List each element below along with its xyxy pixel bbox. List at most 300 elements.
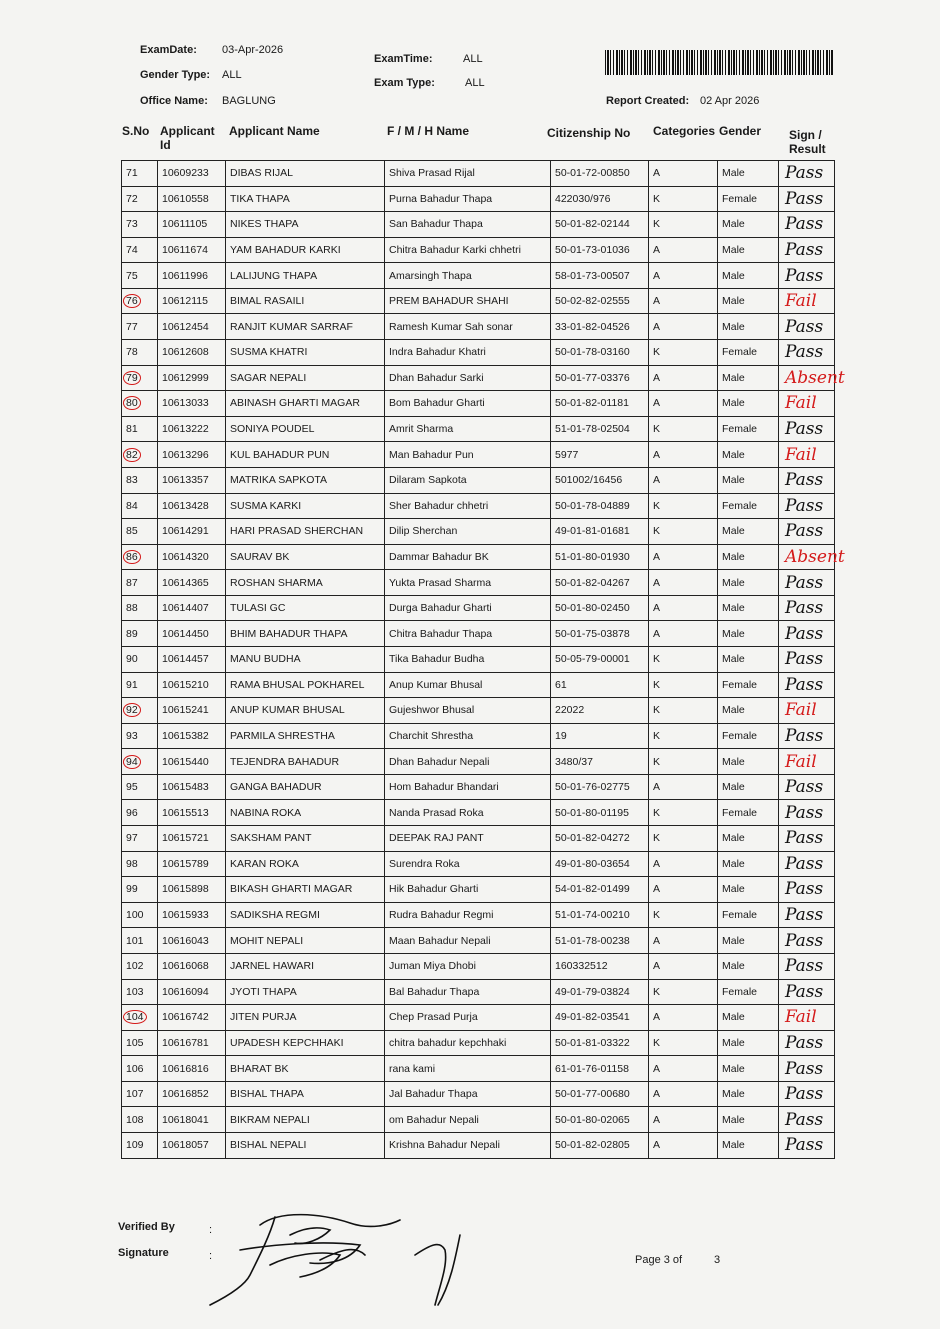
gender-cell: Male [718, 621, 779, 647]
applicant-id-cell: 10613033 [158, 391, 226, 417]
category-cell: K [649, 519, 718, 545]
result-cell: Fail [779, 1005, 835, 1031]
category-cell: K [649, 902, 718, 928]
office-name-value: BAGLUNG [222, 95, 276, 107]
signature-colon: : [209, 1250, 213, 1262]
circled-sno: 86 [123, 550, 141, 564]
result-cell: Fail [779, 698, 835, 724]
sno-cell [122, 749, 158, 775]
citizenship-cell: 54-01-82-01499 [551, 877, 649, 903]
applicant-name-cell: NIKES THAPA [226, 212, 385, 238]
fmh-name-cell: San Bahadur Thapa [385, 212, 551, 238]
result-cell: Pass [779, 237, 835, 263]
citizenship-cell: 51-01-80-01930 [551, 544, 649, 570]
applicant-id-cell: 10612454 [158, 314, 226, 340]
sno-cell: 97 [122, 826, 158, 852]
result-cell: Fail [779, 391, 835, 417]
table-row [122, 1132, 835, 1158]
applicant-name-cell: JARNEL HAWARI [226, 953, 385, 979]
sno-cell: 93 [122, 723, 158, 749]
applicant-id-cell: 10615789 [158, 851, 226, 877]
applicant-id-cell: 10615513 [158, 800, 226, 826]
category-cell: K [649, 1030, 718, 1056]
table-row [122, 391, 835, 417]
sno-cell: 103 [122, 979, 158, 1005]
verified-by-colon: : [209, 1224, 213, 1236]
sno-cell: 100 [122, 902, 158, 928]
result-cell: Pass [779, 161, 835, 187]
applicant-name-cell: TIKA THAPA [226, 186, 385, 212]
sno-cell [122, 288, 158, 314]
result-cell: Absent [779, 365, 835, 391]
applicant-id-cell: 10613357 [158, 467, 226, 493]
category-cell: A [649, 1132, 718, 1158]
applicant-name-cell: BIMAL RASAILI [226, 288, 385, 314]
result-cell: Pass [779, 928, 835, 954]
result-cell: Pass [779, 774, 835, 800]
applicant-name-cell: RANJIT KUMAR SARRAF [226, 314, 385, 340]
sno-cell: 98 [122, 851, 158, 877]
citizenship-cell: 50-01-80-01195 [551, 800, 649, 826]
col-sno: S.No [122, 124, 150, 138]
category-cell: A [649, 928, 718, 954]
sno-cell: 83 [122, 467, 158, 493]
sno-cell [122, 1005, 158, 1031]
fmh-name-cell: Amrit Sharma [385, 416, 551, 442]
table-row [122, 749, 835, 775]
category-cell: A [649, 877, 718, 903]
result-cell: Pass [779, 902, 835, 928]
result-cell: Pass [779, 519, 835, 545]
table-row [122, 672, 835, 698]
applicant-name-cell: RAMA BHUSAL POKHAREL [226, 672, 385, 698]
applicant-id-cell: 10615933 [158, 902, 226, 928]
gender-cell: Male [718, 288, 779, 314]
category-cell: K [649, 416, 718, 442]
category-cell: K [649, 826, 718, 852]
citizenship-cell: 50-01-77-00680 [551, 1081, 649, 1107]
gender-cell: Female [718, 979, 779, 1005]
applicant-id-cell: 10616781 [158, 1030, 226, 1056]
citizenship-cell: 50-01-82-04267 [551, 570, 649, 596]
applicant-id-cell: 10615382 [158, 723, 226, 749]
gender-cell: Male [718, 953, 779, 979]
col-applicant-id: Applicant Id [160, 124, 215, 152]
table-row [122, 800, 835, 826]
citizenship-cell: 50-05-79-00001 [551, 646, 649, 672]
table-row [122, 1030, 835, 1056]
applicant-name-cell: HARI PRASAD SHERCHAN [226, 519, 385, 545]
fmh-name-cell: Indra Bahadur Khatri [385, 340, 551, 366]
result-cell: Absent [779, 544, 835, 570]
applicant-id-cell: 10614365 [158, 570, 226, 596]
applicant-id-cell: 10616742 [158, 1005, 226, 1031]
result-cell: Pass [779, 621, 835, 647]
fmh-name-cell: Chep Prasad Purja [385, 1005, 551, 1031]
category-cell: A [649, 1056, 718, 1082]
circled-sno: 92 [123, 703, 141, 717]
applicant-name-cell: KARAN ROKA [226, 851, 385, 877]
category-cell: A [649, 314, 718, 340]
fmh-name-cell: Dammar Bahadur BK [385, 544, 551, 570]
citizenship-cell: 50-01-78-04889 [551, 493, 649, 519]
category-cell: A [649, 237, 718, 263]
gender-cell: Male [718, 1107, 779, 1133]
gender-cell: Male [718, 1056, 779, 1082]
gender-cell: Male [718, 519, 779, 545]
citizenship-cell: 50-01-75-03878 [551, 621, 649, 647]
sno-cell: 99 [122, 877, 158, 903]
sno-cell: 95 [122, 774, 158, 800]
applicant-id-cell: 10610558 [158, 186, 226, 212]
table-row [122, 723, 835, 749]
gender-cell: Male [718, 877, 779, 903]
result-cell: Fail [779, 442, 835, 468]
gender-cell: Male [718, 928, 779, 954]
table-row [122, 826, 835, 852]
sno-cell [122, 698, 158, 724]
result-cell: Pass [779, 877, 835, 903]
table-row [122, 877, 835, 903]
applicant-id-cell: 10614457 [158, 646, 226, 672]
fmh-name-cell: Nanda Prasad Roka [385, 800, 551, 826]
applicant-name-cell: SAURAV BK [226, 544, 385, 570]
sno-cell: 101 [122, 928, 158, 954]
sno-cell: 81 [122, 416, 158, 442]
exam-date-value: 03-Apr-2026 [222, 44, 284, 56]
table-row [122, 288, 835, 314]
fmh-name-cell: Rudra Bahadur Regmi [385, 902, 551, 928]
sno-cell [122, 442, 158, 468]
fmh-name-cell: Durga Bahadur Gharti [385, 595, 551, 621]
citizenship-cell: 50-02-82-02555 [551, 288, 649, 314]
citizenship-cell: 50-01-80-02065 [551, 1107, 649, 1133]
applicant-id-cell: 10616094 [158, 979, 226, 1005]
fmh-name-cell: Juman Miya Dhobi [385, 953, 551, 979]
result-cell: Fail [779, 288, 835, 314]
gender-cell: Male [718, 544, 779, 570]
fmh-name-cell: Chitra Bahadur Karki chhetri [385, 237, 551, 263]
applicant-name-cell: PARMILA SHRESTHA [226, 723, 385, 749]
exam-time-label: ExamTime: [374, 53, 433, 65]
gender-cell: Male [718, 391, 779, 417]
table-row [122, 1056, 835, 1082]
fmh-name-cell: Ramesh Kumar Sah sonar [385, 314, 551, 340]
sno-cell [122, 391, 158, 417]
citizenship-cell: 50-01-72-00850 [551, 161, 649, 187]
fmh-name-cell: Anup Kumar Bhusal [385, 672, 551, 698]
applicant-id-cell: 10611674 [158, 237, 226, 263]
result-cell: Pass [779, 467, 835, 493]
table-row [122, 1107, 835, 1133]
category-cell: A [649, 1005, 718, 1031]
category-cell: A [649, 851, 718, 877]
citizenship-cell: 422030/976 [551, 186, 649, 212]
signature-label: Signature [118, 1247, 169, 1259]
applicant-name-cell: BHIM BAHADUR THAPA [226, 621, 385, 647]
applicant-name-cell: GANGA BAHADUR [226, 774, 385, 800]
exam-type-value: ALL [465, 77, 485, 89]
applicant-name-cell: BIKASH GHARTI MAGAR [226, 877, 385, 903]
result-cell: Pass [779, 953, 835, 979]
fmh-name-cell: Dhan Bahadur Nepali [385, 749, 551, 775]
citizenship-cell: 61 [551, 672, 649, 698]
citizenship-cell: 3480/37 [551, 749, 649, 775]
sno-cell: 89 [122, 621, 158, 647]
gender-cell: Male [718, 595, 779, 621]
table-row [122, 365, 835, 391]
citizenship-cell: 51-01-78-00238 [551, 928, 649, 954]
result-cell: Pass [779, 1030, 835, 1056]
gender-cell: Male [718, 442, 779, 468]
category-cell: A [649, 570, 718, 596]
gender-cell: Male [718, 263, 779, 289]
table-row [122, 646, 835, 672]
gender-cell: Male [718, 1081, 779, 1107]
gender-cell: Male [718, 212, 779, 238]
applicant-name-cell: SAKSHAM PANT [226, 826, 385, 852]
circled-sno: 80 [123, 396, 141, 410]
gender-cell: Female [718, 800, 779, 826]
table-row [122, 544, 835, 570]
category-cell: K [649, 979, 718, 1005]
applicant-name-cell: ANUP KUMAR BHUSAL [226, 698, 385, 724]
citizenship-cell: 51-01-78-02504 [551, 416, 649, 442]
sno-cell: 84 [122, 493, 158, 519]
result-cell: Pass [779, 826, 835, 852]
result-cell: Pass [779, 851, 835, 877]
fmh-name-cell: Purna Bahadur Thapa [385, 186, 551, 212]
table-row [122, 621, 835, 647]
col-categories: Categories [653, 124, 716, 138]
circled-sno: 104 [123, 1010, 147, 1024]
result-cell: Fail [779, 749, 835, 775]
table-row [122, 161, 835, 187]
citizenship-cell: 160332512 [551, 953, 649, 979]
barcode [605, 50, 833, 75]
result-cell: Pass [779, 340, 835, 366]
result-cell: Pass [779, 979, 835, 1005]
citizenship-cell: 50-01-81-03322 [551, 1030, 649, 1056]
col-fmh-name: F / M / H Name [387, 124, 470, 138]
table-row [122, 416, 835, 442]
gender-cell: Female [718, 723, 779, 749]
circled-sno: 79 [123, 371, 141, 385]
result-cell: Pass [779, 595, 835, 621]
category-cell: K [649, 800, 718, 826]
result-cell: Pass [779, 314, 835, 340]
applicant-name-cell: BIKRAM NEPALI [226, 1107, 385, 1133]
fmh-name-cell: Sher Bahadur chhetri [385, 493, 551, 519]
category-cell: K [649, 672, 718, 698]
applicant-id-cell: 10613296 [158, 442, 226, 468]
applicant-name-cell: JITEN PURJA [226, 1005, 385, 1031]
applicant-id-cell: 10615241 [158, 698, 226, 724]
applicant-name-cell: DIBAS RIJAL [226, 161, 385, 187]
table-row [122, 467, 835, 493]
table-row [122, 851, 835, 877]
result-cell: Pass [779, 416, 835, 442]
fmh-name-cell: Dhan Bahadur Sarki [385, 365, 551, 391]
applicant-id-cell: 10616068 [158, 953, 226, 979]
applicant-id-cell: 10612115 [158, 288, 226, 314]
gender-cell: Male [718, 1030, 779, 1056]
sno-cell: 105 [122, 1030, 158, 1056]
fmh-name-cell: om Bahadur Nepali [385, 1107, 551, 1133]
applicant-id-cell: 10614450 [158, 621, 226, 647]
fmh-name-cell: Maan Bahadur Nepali [385, 928, 551, 954]
table-row [122, 698, 835, 724]
applicant-name-cell: TULASI GC [226, 595, 385, 621]
sno-cell [122, 544, 158, 570]
category-cell: A [649, 1081, 718, 1107]
office-name-label: Office Name: [140, 95, 208, 107]
result-cell: Pass [779, 186, 835, 212]
gender-cell: Female [718, 902, 779, 928]
applicant-id-cell: 10615210 [158, 672, 226, 698]
sno-cell: 109 [122, 1132, 158, 1158]
table-row [122, 1081, 835, 1107]
applicant-name-cell: TEJENDRA BAHADUR [226, 749, 385, 775]
sno-cell: 91 [122, 672, 158, 698]
category-cell: K [649, 186, 718, 212]
applicant-id-cell: 10615898 [158, 877, 226, 903]
col-sign-result: Sign / Result [789, 128, 826, 156]
applicant-name-cell: MATRIKA SAPKOTA [226, 467, 385, 493]
table-row [122, 314, 835, 340]
sno-cell: 87 [122, 570, 158, 596]
fmh-name-cell: Gujeshwor Bhusal [385, 698, 551, 724]
applicant-name-cell: LALIJUNG THAPA [226, 263, 385, 289]
category-cell: A [649, 1107, 718, 1133]
applicant-id-cell: 10616043 [158, 928, 226, 954]
table-row [122, 212, 835, 238]
fmh-name-cell: Amarsingh Thapa [385, 263, 551, 289]
gender-cell: Male [718, 774, 779, 800]
result-cell: Pass [779, 1107, 835, 1133]
category-cell: K [649, 212, 718, 238]
result-cell: Pass [779, 1081, 835, 1107]
exam-time-value: ALL [463, 53, 483, 65]
applicant-id-cell: 10614320 [158, 544, 226, 570]
applicant-id-cell: 10609233 [158, 161, 226, 187]
fmh-name-cell: Surendra Roka [385, 851, 551, 877]
category-cell: A [649, 774, 718, 800]
sno-cell: 73 [122, 212, 158, 238]
result-cell: Pass [779, 212, 835, 238]
sno-cell: 72 [122, 186, 158, 212]
applicant-id-cell: 10613428 [158, 493, 226, 519]
gender-cell: Male [718, 749, 779, 775]
category-cell: A [649, 161, 718, 187]
result-cell: Pass [779, 800, 835, 826]
applicant-name-cell: BHARAT BK [226, 1056, 385, 1082]
table-row [122, 263, 835, 289]
applicant-name-cell: UPADESH KEPCHHAKI [226, 1030, 385, 1056]
category-cell: A [649, 621, 718, 647]
table-row [122, 237, 835, 263]
citizenship-cell: 22022 [551, 698, 649, 724]
gender-cell: Male [718, 314, 779, 340]
gender-cell: Male [718, 365, 779, 391]
citizenship-cell: 49-01-82-03541 [551, 1005, 649, 1031]
fmh-name-cell: Bom Bahadur Gharti [385, 391, 551, 417]
gender-type-value: ALL [222, 69, 242, 81]
table-row [122, 493, 835, 519]
gender-cell: Female [718, 493, 779, 519]
sno-cell [122, 365, 158, 391]
applicant-name-cell: BISHAL NEPALI [226, 1132, 385, 1158]
applicant-name-cell: ROSHAN SHARMA [226, 570, 385, 596]
table-row [122, 1005, 835, 1031]
applicant-id-cell: 10616852 [158, 1081, 226, 1107]
sno-cell: 88 [122, 595, 158, 621]
applicant-name-cell: MOHIT NEPALI [226, 928, 385, 954]
circled-sno: 76 [123, 294, 141, 308]
result-cell: Pass [779, 263, 835, 289]
applicant-name-cell: SUSMA KHATRI [226, 340, 385, 366]
exam-type-label: Exam Type: [374, 77, 435, 89]
applicant-id-cell: 10612999 [158, 365, 226, 391]
gender-cell: Male [718, 698, 779, 724]
applicant-id-cell: 10614407 [158, 595, 226, 621]
report-created-label: Report Created: [606, 95, 690, 107]
category-cell: A [649, 442, 718, 468]
sno-cell: 96 [122, 800, 158, 826]
gender-cell: Female [718, 186, 779, 212]
gender-cell: Male [718, 1132, 779, 1158]
applicant-id-cell: 10612608 [158, 340, 226, 366]
citizenship-cell: 50-01-80-02450 [551, 595, 649, 621]
citizenship-cell: 50-01-73-01036 [551, 237, 649, 263]
fmh-name-cell: rana kami [385, 1056, 551, 1082]
fmh-name-cell: Dilip Sherchan [385, 519, 551, 545]
category-cell: A [649, 953, 718, 979]
page-label: Page 3 of [635, 1254, 683, 1266]
gender-cell: Female [718, 340, 779, 366]
citizenship-cell: 50-01-78-03160 [551, 340, 649, 366]
citizenship-cell: 50-01-77-03376 [551, 365, 649, 391]
verified-by-label: Verified By [118, 1221, 175, 1233]
applicant-name-cell: KUL BAHADUR PUN [226, 442, 385, 468]
table-row [122, 442, 835, 468]
fmh-name-cell: PREM BAHADUR SHAHI [385, 288, 551, 314]
gender-cell: Female [718, 672, 779, 698]
table-row [122, 186, 835, 212]
category-cell: K [649, 646, 718, 672]
table-row [122, 979, 835, 1005]
citizenship-cell: 19 [551, 723, 649, 749]
signature-image [200, 1205, 500, 1315]
sno-cell: 107 [122, 1081, 158, 1107]
fmh-name-cell: Chitra Bahadur Thapa [385, 621, 551, 647]
citizenship-cell: 50-01-82-04272 [551, 826, 649, 852]
fmh-name-cell: DEEPAK RAJ PANT [385, 826, 551, 852]
applicant-name-cell: JYOTI THAPA [226, 979, 385, 1005]
applicant-name-cell: YAM BAHADUR KARKI [226, 237, 385, 263]
applicant-name-cell: NABINA ROKA [226, 800, 385, 826]
category-cell: K [649, 723, 718, 749]
fmh-name-cell: chitra bahadur kepchhaki [385, 1030, 551, 1056]
citizenship-cell: 61-01-76-01158 [551, 1056, 649, 1082]
gender-cell: Female [718, 416, 779, 442]
category-cell: A [649, 365, 718, 391]
category-cell: K [649, 340, 718, 366]
citizenship-cell: 50-01-82-02144 [551, 212, 649, 238]
category-cell: A [649, 391, 718, 417]
fmh-name-cell: Hik Bahadur Gharti [385, 877, 551, 903]
result-cell: Pass [779, 646, 835, 672]
